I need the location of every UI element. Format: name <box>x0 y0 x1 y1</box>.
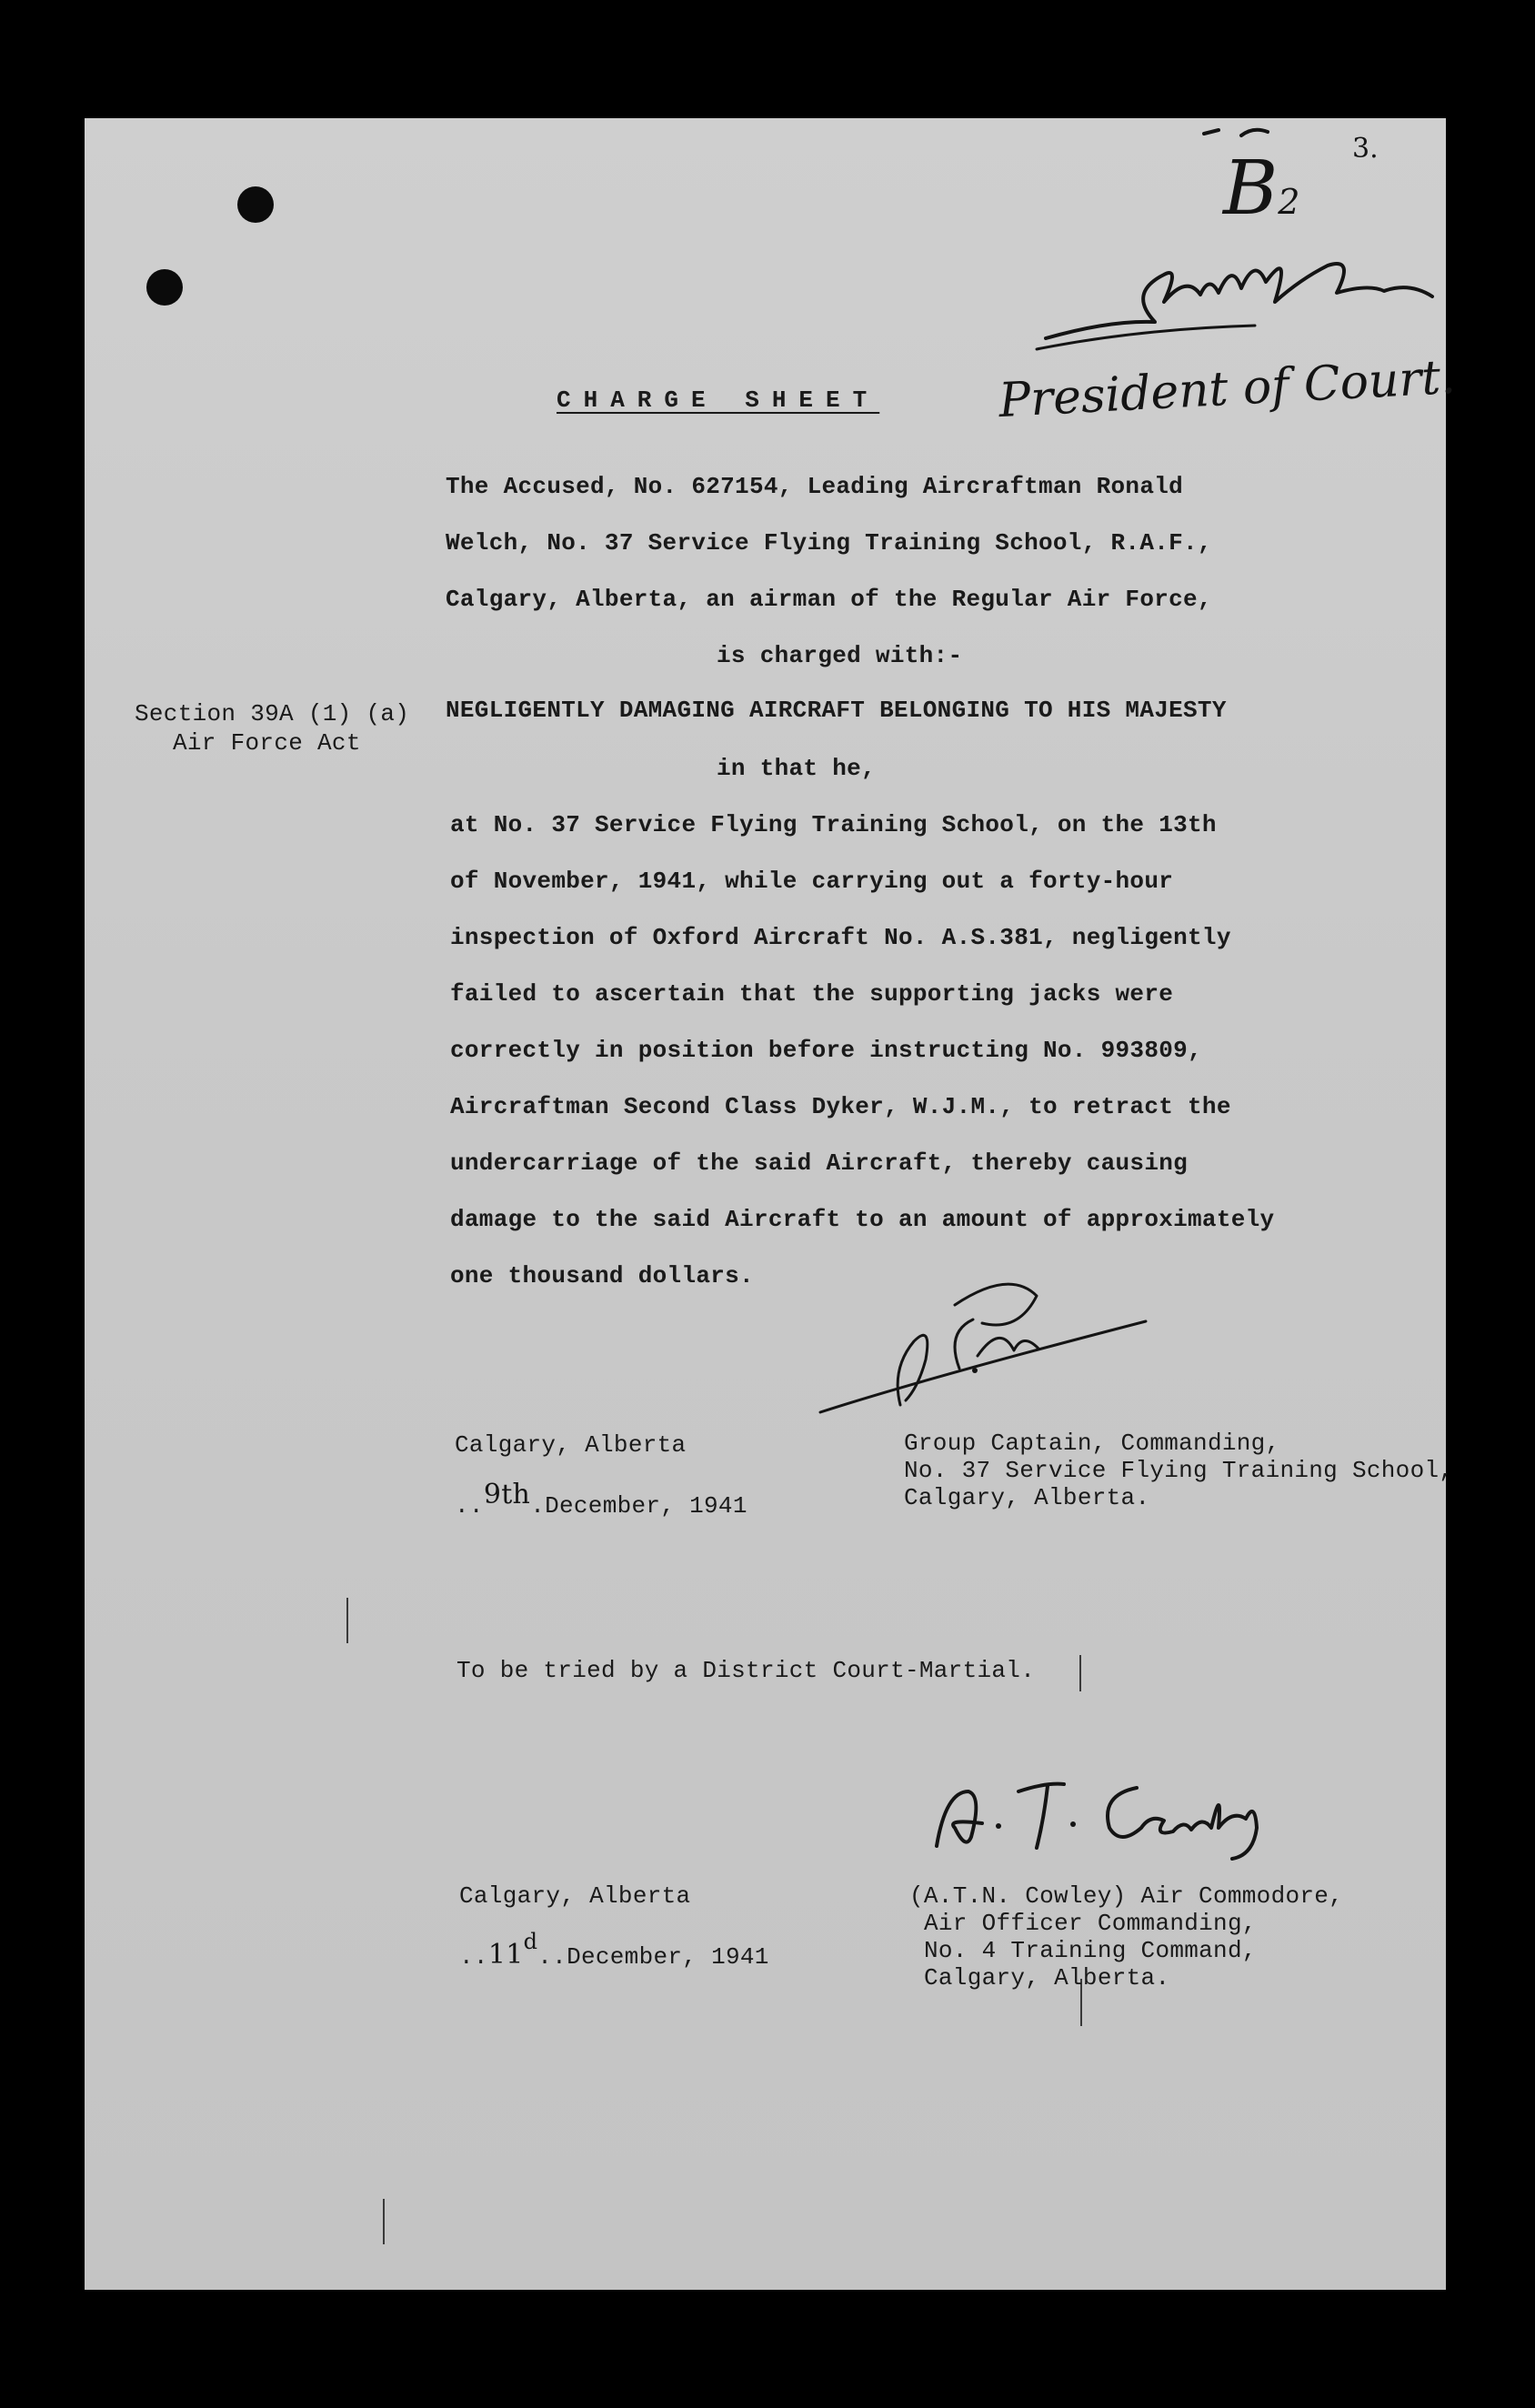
president-note: President of Court. <box>997 349 1458 429</box>
stroke-mark <box>1200 123 1273 141</box>
particulars-line: of November, 1941, while carrying out a forty-hour <box>450 868 1174 895</box>
particulars-line: inspection of Oxford Aircraft No. A.S.381, negligently <box>450 924 1231 951</box>
in-that: in that he, <box>717 755 876 782</box>
particulars-line: damage to the said Aircraft to an amount of approximately <box>450 1206 1275 1233</box>
charged-with: is charged with:- <box>717 642 963 669</box>
signer-title: No. 4 Training Command, <box>924 1937 1257 1964</box>
handwritten-mark: B2 <box>1223 145 1300 232</box>
signer-title: No. 37 Service Flying Training School, <box>904 1457 1454 1484</box>
trial-note: To be tried by a District Court-Martial. <box>456 1657 1036 1684</box>
page-number: 3. <box>1352 133 1379 165</box>
punch-hole <box>237 186 274 223</box>
scan-artifact <box>383 2199 385 2244</box>
particulars-line: correctly in position before instructing No. 993809, <box>450 1037 1202 1064</box>
group-captain-signature <box>818 1269 1155 1423</box>
signoff-place: Calgary, Alberta <box>459 1882 691 1910</box>
offence: NEGLIGENTLY DAMAGING AIRCRAFT BELONGING TO HIS MAJESTY <box>446 697 1227 724</box>
page-title: CHARGE SHEET <box>557 386 880 414</box>
signer-title: (A.T.N. Cowley) Air Commodore, <box>909 1882 1344 1910</box>
signer-title: Calgary, Alberta. <box>924 1964 1170 1992</box>
signer-title: Air Officer Commanding, <box>924 1910 1257 1937</box>
particulars-line: undercarriage of the said Aircraft, thereby causing <box>450 1149 1189 1177</box>
accused-line: Welch, No. 37 Service Flying Training School, R.A.F., <box>446 529 1212 557</box>
scan-artifact <box>346 1598 348 1643</box>
accused-line: Calgary, Alberta, an airman of the Regular Air Force, <box>446 586 1212 613</box>
particulars-line: Aircraftman Second Class Dyker, W.J.M., to retract the <box>450 1093 1231 1120</box>
signoff-date: ..9th.December, 1941 <box>455 1479 747 1520</box>
margin-section: Section 39A (1) (a) <box>135 700 410 727</box>
scan-artifact <box>1079 1655 1081 1691</box>
particulars-line: failed to ascertain that the supporting jacks were <box>450 980 1174 1008</box>
signer-title: Calgary, Alberta. <box>904 1484 1150 1511</box>
president-signature <box>1028 238 1455 356</box>
cowley-signature <box>918 1764 1300 1864</box>
accused-line: The Accused, No. 627154, Leading Aircraftman Ronald <box>446 473 1184 500</box>
particulars-line: at No. 37 Service Flying Training School, on the 13th <box>450 811 1217 838</box>
punch-hole <box>146 269 183 306</box>
margin-act: Air Force Act <box>173 729 361 757</box>
particulars-line: one thousand dollars. <box>450 1262 754 1289</box>
signoff-date: ..11d..December, 1941 <box>459 1929 769 1971</box>
signoff-place: Calgary, Alberta <box>455 1431 687 1459</box>
signer-title: Group Captain, Commanding, <box>904 1430 1280 1457</box>
